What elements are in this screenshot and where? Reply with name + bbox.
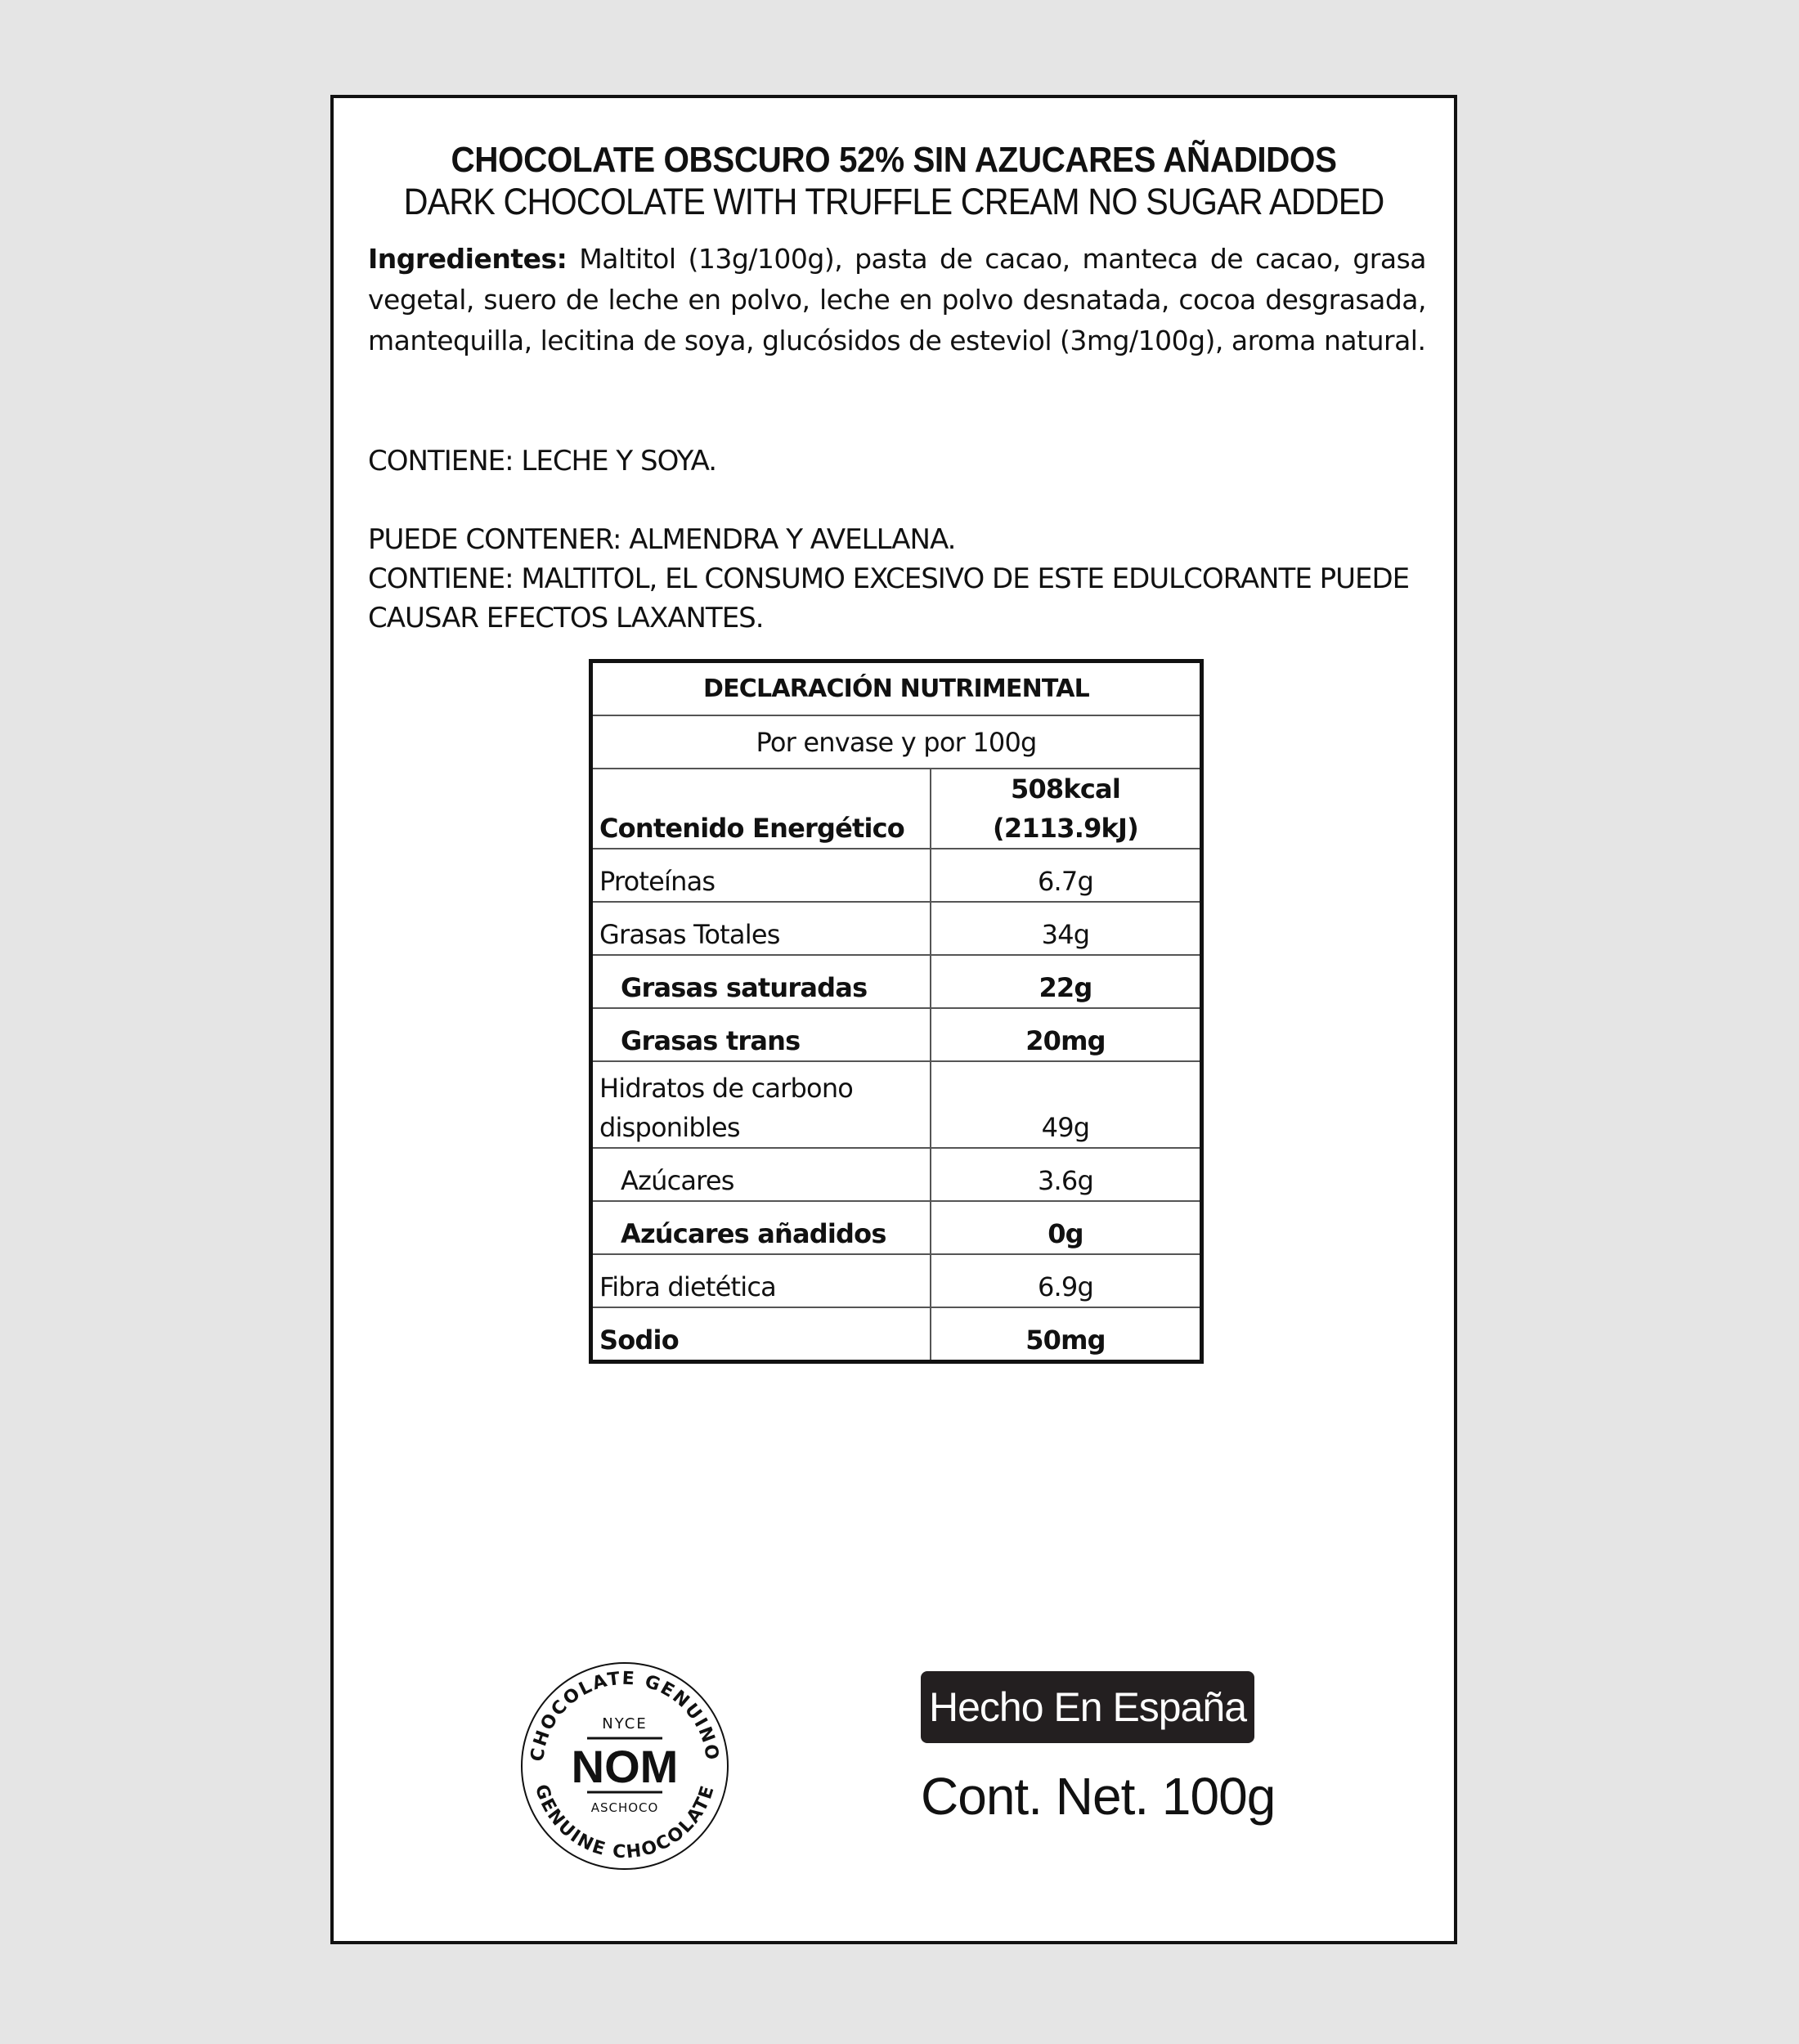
- nutrient-value: 22g: [931, 955, 1202, 1008]
- table-row: [591, 902, 1202, 955]
- nutrient-value: 6.9g: [931, 1254, 1202, 1307]
- nutrient-name: Hidratos de carbono disponibles: [591, 1061, 931, 1148]
- table-row: [591, 1201, 1202, 1254]
- table-row: [591, 1254, 1202, 1307]
- table-row: [591, 955, 1202, 1008]
- net-content: Cont. Net. 100g: [921, 1767, 1276, 1826]
- allergens-contains: CONTIENE: LECHE Y SOYA.: [368, 445, 717, 477]
- product-label: [330, 95, 1457, 1944]
- nutrient-name: Grasas trans: [591, 1008, 931, 1061]
- ingredients-text: Maltitol (13g/100g), pasta de cacao, manteca de cacao, grasa vegetal, suero de leche en polvo, leche en polvo desnatada, cocoa desgrasada, mantequilla, lecitina de soya, glucósidos de esteviol (3mg/100g), aroma natural.: [368, 243, 1426, 356]
- chocolate-genuino-seal-icon: [518, 1660, 731, 1872]
- table-row: [591, 1008, 1202, 1061]
- ingredients-paragraph: [368, 239, 1426, 361]
- nutrient-name: Proteínas: [591, 849, 931, 902]
- product-title-spanish: CHOCOLATE OBSCURO 52% SIN AZUCARES AÑADIDOS: [451, 140, 1337, 180]
- table-row: [591, 769, 1202, 849]
- product-title-english: DARK CHOCOLATE WITH TRUFFLE CREAM NO SUGAR ADDED: [403, 181, 1384, 222]
- seal-center-text: NOM: [571, 1741, 679, 1792]
- svg-text:GENUINE CHOCOLATE: [531, 1782, 719, 1863]
- seal-bottom-arc: GENUINE CHOCOLATE: [530, 1782, 720, 1863]
- made-in-spain-badge: Hecho En España: [921, 1671, 1254, 1743]
- nutrient-name: Grasas saturadas: [591, 955, 931, 1008]
- nutrient-value: 6.7g: [931, 849, 1202, 902]
- nutrient-name: Sodio: [591, 1307, 931, 1362]
- table-row: [591, 1148, 1202, 1201]
- title-block: [334, 139, 1454, 222]
- seal-upper-text: NYCE: [602, 1715, 648, 1732]
- nutrient-name: Grasas Totales: [591, 902, 931, 955]
- nutrient-value: 0g: [931, 1201, 1202, 1254]
- table-row: [591, 1307, 1202, 1362]
- nutrition-subtitle: Por envase y por 100g: [591, 715, 1202, 769]
- seal-lower-text: ASCHOCO: [590, 1800, 659, 1815]
- nutrient-name: Contenido Energético: [591, 769, 931, 849]
- allergen-warnings: [368, 520, 1426, 638]
- table-row: [591, 1061, 1202, 1148]
- nutrient-value: 508kcal (2113.9kJ): [931, 769, 1202, 849]
- seal-top-arc: CHOCOLATE GENUINO: [527, 1668, 723, 1764]
- nutrient-name: Azúcares añadidos: [591, 1201, 931, 1254]
- maltitol-warning-text: CONTIENE: MALTITOL, EL CONSUMO EXCESIVO DE ESTE EDULCORANTE PUEDE CAUSAR EFECTOS LAXANTES.: [368, 563, 1410, 634]
- nutrient-name: Azúcares: [591, 1148, 931, 1201]
- nutrient-value: 3.6g: [931, 1148, 1202, 1201]
- may-contain-text: PUEDE CONTENER: ALMENDRA Y AVELLANA.: [368, 523, 956, 556]
- nutrient-value: 34g: [931, 902, 1202, 955]
- nutrient-name: Fibra dietética: [591, 1254, 931, 1307]
- nutrition-title: DECLARACIÓN NUTRIMENTAL: [591, 661, 1202, 716]
- nutrient-value: 50mg: [931, 1307, 1202, 1362]
- table-row: [591, 849, 1202, 902]
- ingredients-heading: Ingredientes:: [368, 243, 568, 275]
- nutrient-value: 20mg: [931, 1008, 1202, 1061]
- nutrient-value: 49g: [931, 1061, 1202, 1148]
- nutrition-table: [589, 659, 1204, 1364]
